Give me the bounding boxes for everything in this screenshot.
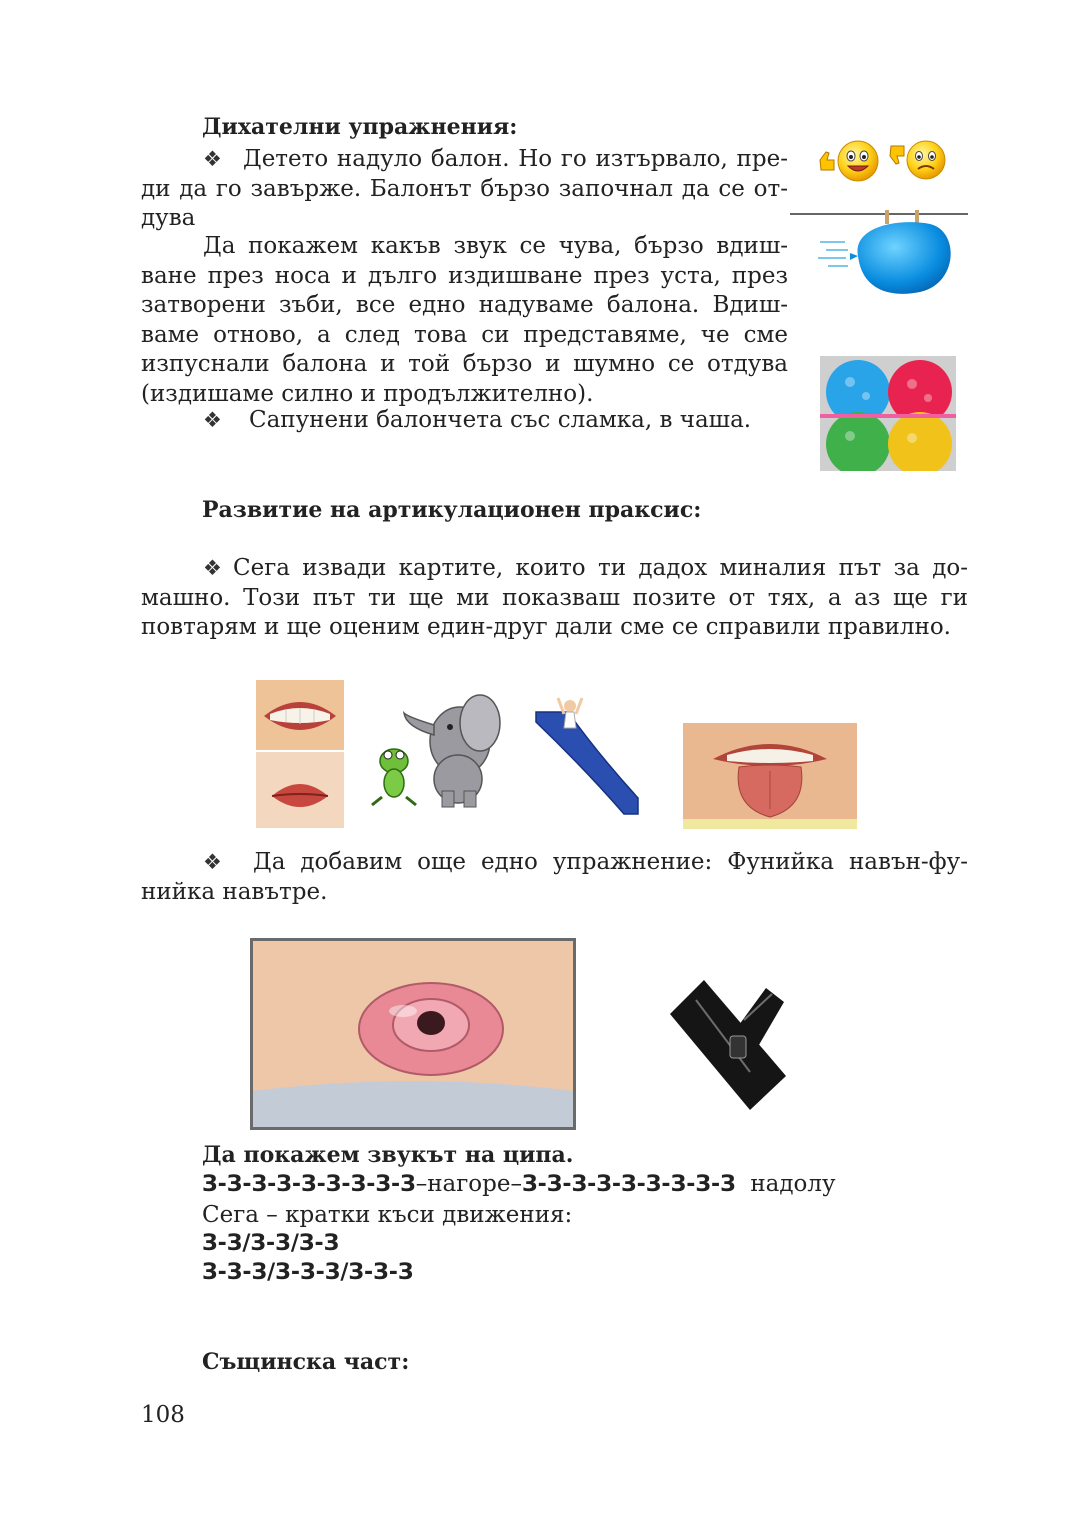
- frog-icon: [372, 749, 416, 805]
- zipper-seq-down: З-З-З-З-З-З-З-З-З: [522, 1172, 736, 1197]
- tongue-out-photo: [683, 723, 857, 829]
- funnel-lips-photo: [250, 938, 576, 1130]
- zipper-illustration: [666, 980, 820, 1116]
- bullet-icon: ❖: [203, 556, 222, 580]
- bullet-cards: ❖ Сега извади картите, които ти дадох миналия път за до- машно. Този път ти ще ми показваш позите от тях, а аз ще ги повтарям и ще оценим един-друг дали сме се справили правилно.: [141, 555, 968, 640]
- paragraph-breathing: Да покажем какъв звук се чува, бързо вдиш- ване през носа и дълго издишване през уста, през затворени зъби, все едно надуваме балона. Вдиш- ваме отново, а след това си представяме, че сме изпуснали балона и той бързо и шумно се отдува (издишаме силно и продължително).: [141, 233, 788, 407]
- smile-teeth-photo: [256, 680, 344, 750]
- bullet-funnel: ❖ Да добавим още едно упражнение: Фунийка навън-фу- нийка навътре.: [141, 849, 968, 905]
- zipper-seq-up: З-З-З-З-З-З-З-З-З: [202, 1172, 416, 1197]
- child-on-slide-illustration: [528, 694, 648, 822]
- colored-bubbles-photo: [820, 356, 956, 471]
- zipper-sequence-line: [202, 1171, 836, 1197]
- thumbs-smileys-illustration: [812, 136, 952, 186]
- short-moves-text: Сега – кратки къси движения:: [202, 1202, 573, 1228]
- page-number: 108: [141, 1402, 185, 1428]
- zipper-pattern-1: З-З/З-З/З-З: [202, 1231, 340, 1256]
- bullet-icon: ❖: [203, 408, 222, 432]
- heading-main-part: Същинска част:: [202, 1349, 410, 1375]
- zipper-pattern-2: З-З-З/З-З-З/З-З-З: [202, 1260, 414, 1285]
- bullet-balloon: ❖ Детето надуло балон. Но го изтървало, пре- ди да го завърже. Балонът бързо започнал да се от- дува: [141, 146, 788, 231]
- bullet-soap-bubbles: ❖ Сапунени балончета със сламка, в чаша.: [203, 406, 803, 436]
- down-word: надолу: [750, 1171, 836, 1197]
- thumbs-up-smiley-icon: [820, 141, 878, 181]
- zipper-heading: Да покажем звукът на ципа.: [202, 1142, 574, 1168]
- bullet-icon: ❖: [203, 147, 222, 171]
- up-word: –нагоре–: [415, 1171, 522, 1197]
- heading-articulation: Развитие на артикулационен праксис:: [202, 497, 702, 523]
- bullet-icon: ❖: [203, 850, 222, 874]
- elephant-frog-illustration: [368, 683, 508, 811]
- pursed-lips-photo: [256, 752, 344, 828]
- thumbs-down-smiley-icon: [890, 141, 945, 179]
- elephant-icon: [404, 695, 500, 807]
- heading-breathing: Дихателни упражнения:: [202, 114, 518, 140]
- balloon-deflating-illustration: [790, 206, 968, 300]
